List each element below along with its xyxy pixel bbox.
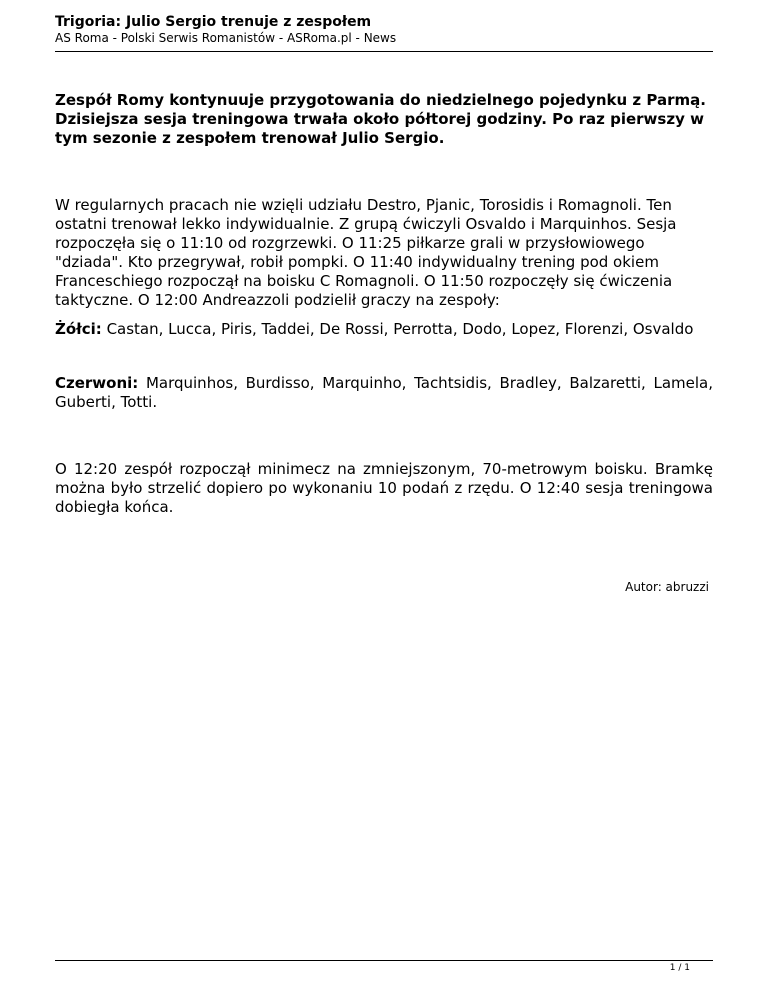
article-lead: Zespół Romy kontynuuje przygotowania do niedzielnego pojedynku z Parmą. Dzisiejsza sesja treningowa trwała około półtorej godziny. Po raz pierwszy w tym sezonie z zespołem trenował Julio Sergio. xyxy=(55,91,706,147)
article-paragraph-1: W regularnych pracach nie wzięli udziału Destro, Pjanic, Torosidis i Romagnoli. Ten ostatni trenował lekko indywidualnie. Z grupą ćwiczyli Osvaldo i Marquinhos. Sesja rozpoczęła się o 11:10 od rozgrzewki. O 11:25 piłkarze grali w przysłowiowego "dziada". Kto przegrywał, robił pompki. O 11:40 indywidualny trening pod okiem Franceschiego rozpoczął na boisku C Romagnoli. O 11:50 rozpoczęły się ćwiczenia taktyczne. O 12:00 Andreazzoli podzielił graczy na zespoły: xyxy=(55,196,677,309)
team-yellow-line xyxy=(55,320,713,339)
header-divider xyxy=(55,51,713,52)
team-yellow-players: Castan, Lucca, Piris, Taddei, De Rossi, Perrotta, Dodo, Lopez, Florenzi, Osvaldo xyxy=(106,320,694,338)
article-title: Trigoria: Julio Sergio trenuje z zespołem xyxy=(55,14,372,30)
page-header xyxy=(55,13,713,46)
footer-divider xyxy=(55,960,713,961)
team-red-players: Marquinhos, Burdisso, Marquinho, Tachtsidis, Bradley, Balzaretti, Lamela, Guberti, Totti. xyxy=(55,374,713,411)
article-author: Autor: abruzzi xyxy=(625,580,709,594)
page-number: 1 / 1 xyxy=(669,963,690,973)
team-red-line xyxy=(55,374,713,412)
team-yellow-label: Żółci: xyxy=(55,320,102,338)
site-subtitle: AS Roma - Polski Serwis Romanistów - ASRoma.pl - News xyxy=(55,31,397,45)
team-red-label: Czerwoni: xyxy=(55,374,139,392)
article-paragraph-2: O 12:20 zespół rozpoczął minimecz na zmniejszonym, 70-metrowym boisku. Bramkę można było strzelić dopiero po wykonaniu 10 podań z rzędu. O 12:40 sesja treningowa dobiegła końca. xyxy=(55,460,713,516)
